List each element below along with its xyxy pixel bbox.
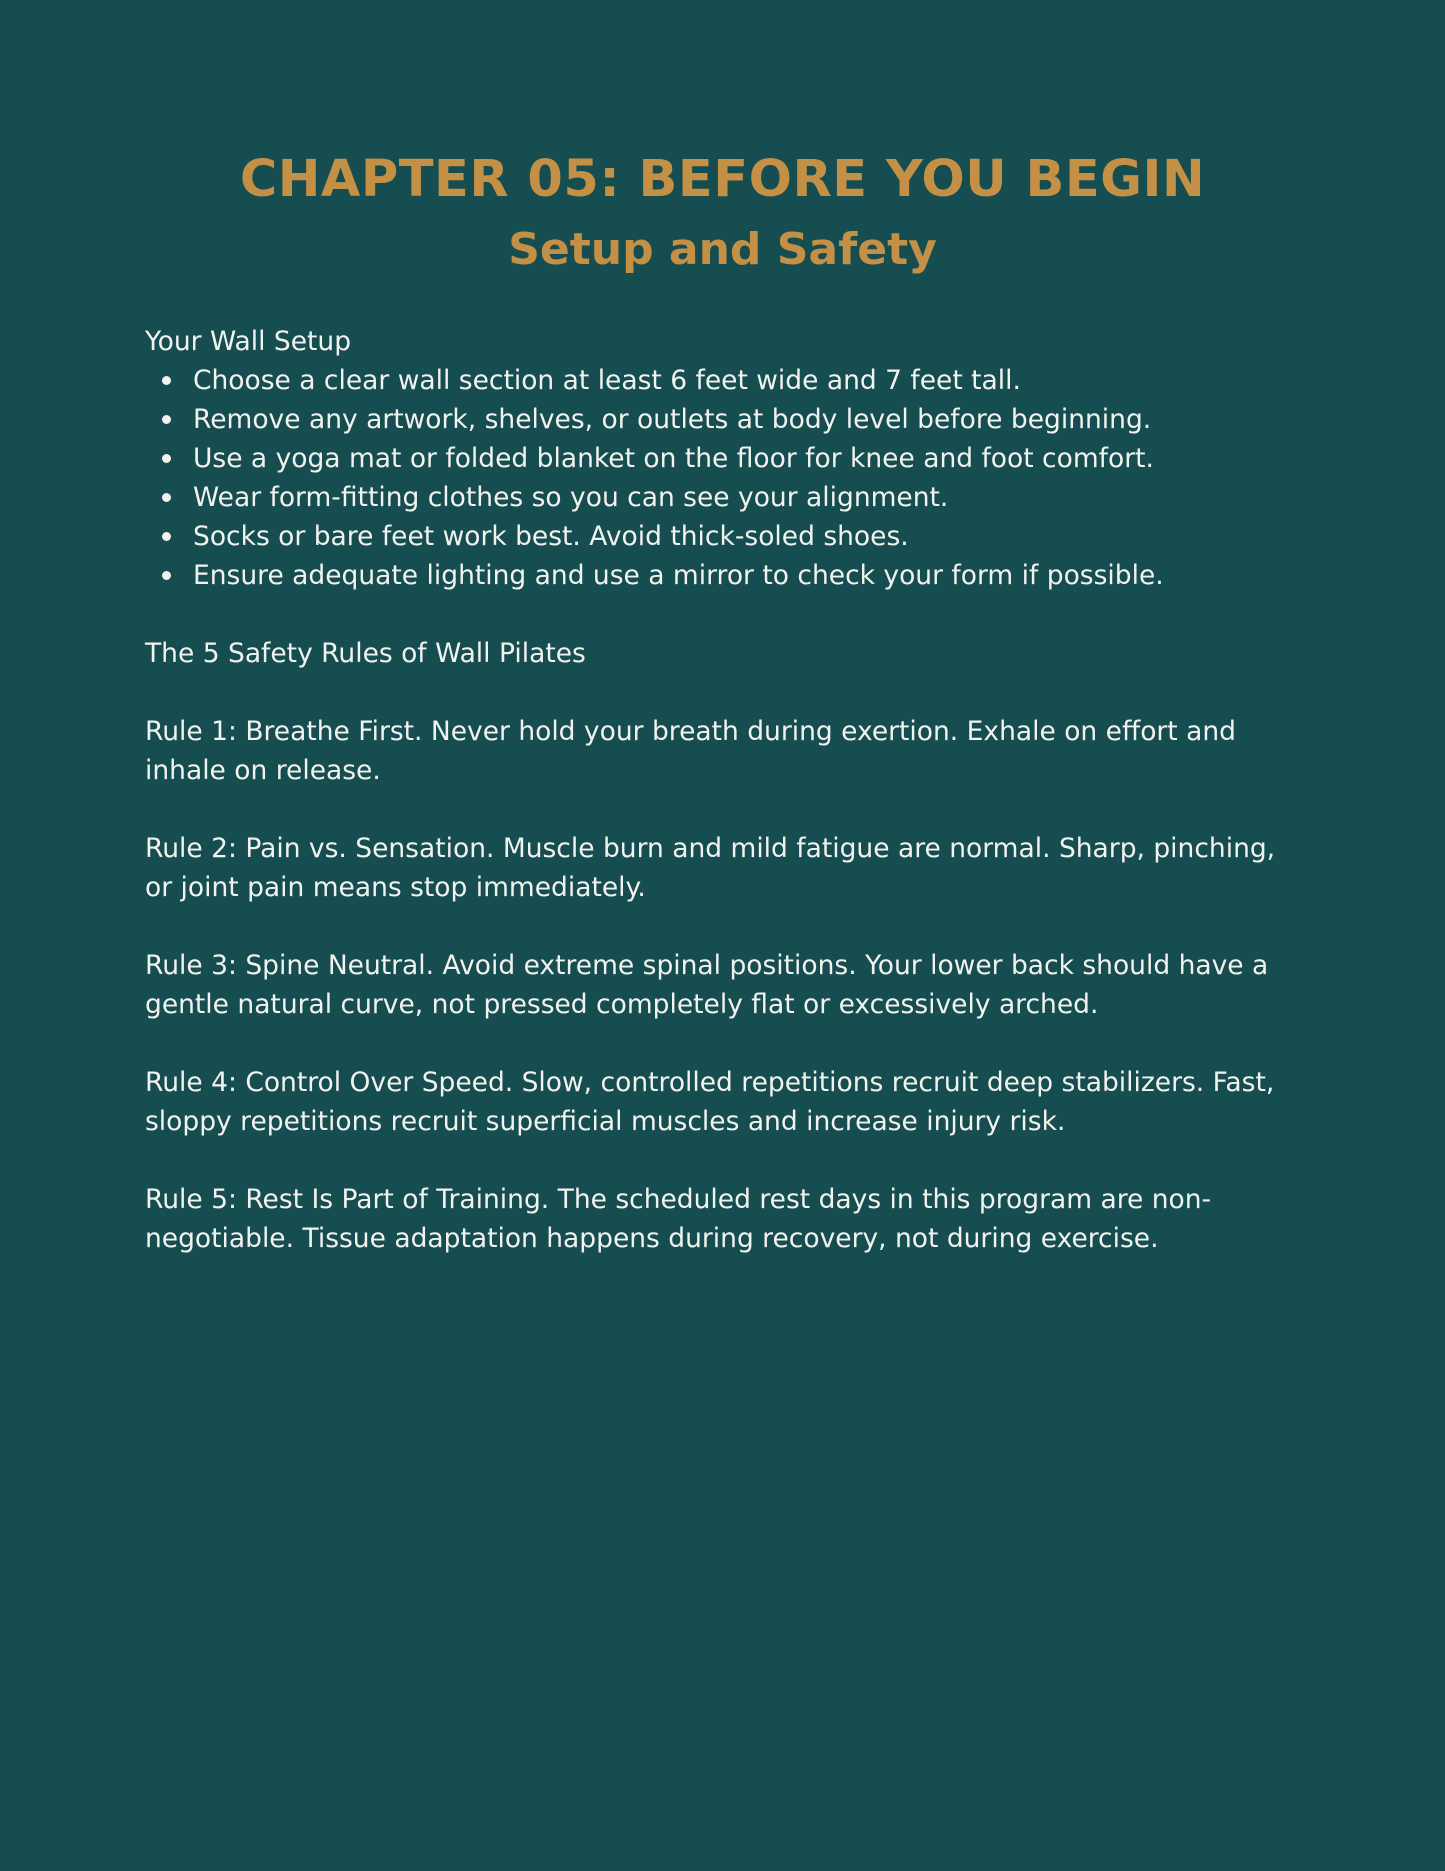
chapter-title: CHAPTER 05: BEFORE YOU BEGIN <box>239 150 1206 209</box>
safety-rule-1: Rule 1: Breathe First. Never hold your breath during exertion. Exhale on effort and inhale on release. <box>145 716 1236 786</box>
setup-list-item <box>145 439 1305 478</box>
chapter-subtitle: Setup and Safety <box>508 224 937 275</box>
safety-heading: The 5 Safety Rules of Wall Pilates <box>145 638 586 669</box>
section-spacer <box>145 790 1305 829</box>
setup-heading: Your Wall Setup <box>145 326 352 357</box>
section-spacer <box>145 673 1305 712</box>
setup-item-text: Choose a clear wall section at least 6 feet wide and 7 feet tall. <box>193 365 1021 396</box>
safety-rule-5: Rule 5: Rest Is Part of Training. The scheduled rest days in this program are non-negotiable. Tissue adaptation happens during recovery, not during exercise. <box>145 1184 1212 1254</box>
setup-list-item <box>145 556 1305 595</box>
setup-list-item <box>145 517 1305 556</box>
setup-item-text: Use a yoga mat or folded blanket on the floor for knee and foot comfort. <box>193 443 1154 474</box>
setup-item-text: Wear form-fitting clothes so you can see your alignment. <box>193 482 949 513</box>
setup-list-item <box>145 478 1305 517</box>
setup-item-text: Remove any artwork, shelves, or outlets at body level before beginning. <box>193 404 1152 435</box>
chapter-body <box>145 322 1305 1258</box>
section-spacer <box>145 907 1305 946</box>
bullet-icon <box>162 454 171 463</box>
section-spacer <box>145 1141 1305 1180</box>
safety-rule-3: Rule 3: Spine Neutral. Avoid extreme spinal positions. Your lower back should have a gentle natural curve, not pressed completely flat or excessively arched. <box>145 950 1269 1020</box>
setup-list-item <box>145 361 1305 400</box>
bullet-icon <box>162 376 171 385</box>
bullet-icon <box>162 532 171 541</box>
bullet-icon <box>162 493 171 502</box>
section-spacer <box>145 595 1305 634</box>
setup-list-item <box>145 400 1305 439</box>
setup-list <box>145 361 1305 595</box>
bullet-icon <box>162 571 171 580</box>
setup-item-text: Ensure adequate lighting and use a mirror to check your form if possible. <box>193 560 1164 591</box>
bullet-icon <box>162 415 171 424</box>
section-spacer <box>145 1024 1305 1063</box>
setup-item-text: Socks or bare feet work best. Avoid thick-soled shoes. <box>193 521 909 552</box>
safety-rule-2: Rule 2: Pain vs. Sensation. Muscle burn and mild fatigue are normal. Sharp, pinching, or joint pain means stop immediately. <box>145 833 1276 903</box>
safety-rule-4: Rule 4: Control Over Speed. Slow, controlled repetitions recruit deep stabilizers. Fast, sloppy repetitions recruit superficial muscles and increase injury risk. <box>145 1067 1275 1137</box>
